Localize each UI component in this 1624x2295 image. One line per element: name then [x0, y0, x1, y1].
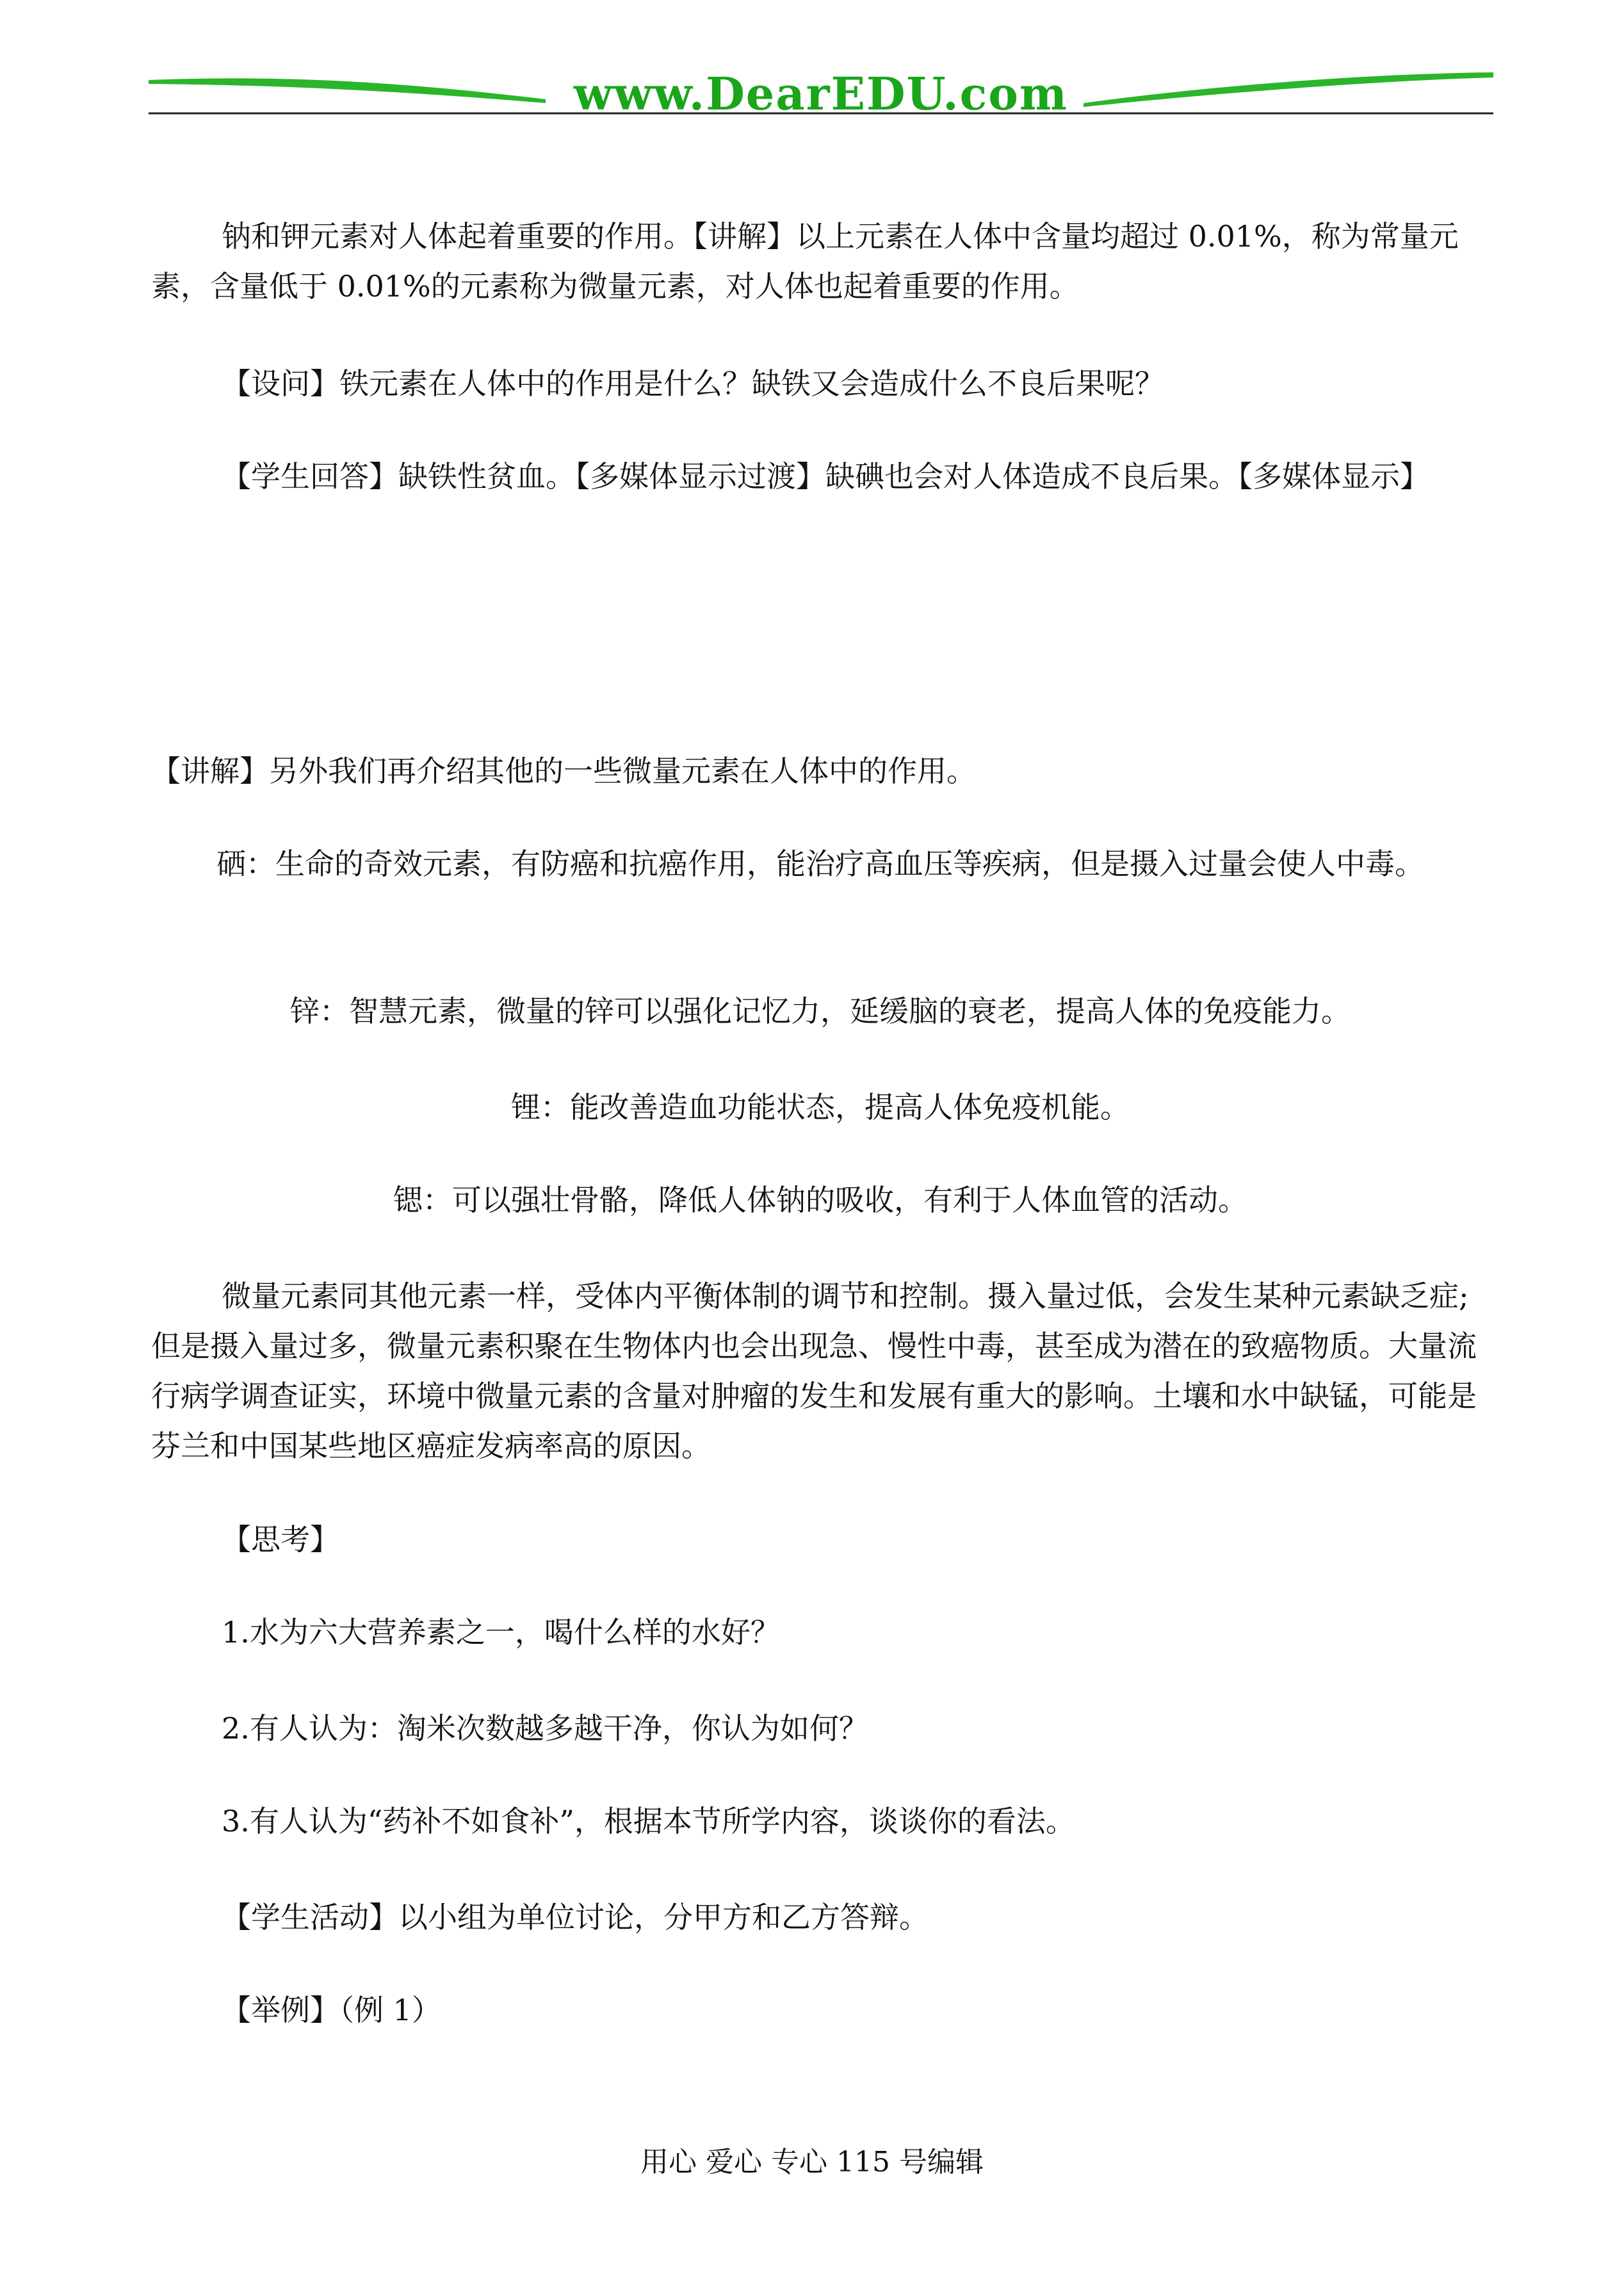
page-header [149, 61, 1493, 125]
question-1: 1.水为六大营养素之一，喝什么样的水好？ [222, 1615, 780, 1650]
paragraph-selenium: 硒：生命的奇效元素，有防癌和抗癌作用，能治疗高血压等疾病，但是摄入过量会使人中毒。 [216, 847, 1424, 881]
paragraph-lithium: 锂：能改善造血功能状态，提高人体免疫机能。 [511, 1090, 1130, 1124]
question-3: 3.有人认为“药补不如食补”，根据本节所学内容，谈谈你的看法。 [222, 1804, 1075, 1838]
site-logo-text: www.DearEDU.com [573, 67, 1068, 120]
heading-think: 【思考】 [222, 1522, 339, 1557]
paragraph-question: 【设问】铁元素在人体中的作用是什么？缺铁又会造成什么不良后果呢？ [222, 366, 1164, 401]
page-footer: 用心 爱心 专心 115 号编辑 [640, 2146, 984, 2178]
paragraph-macro-elements: 钠和钾元素对人体起着重要的作用。【讲解】以上元素在人体中含量均超过 0.01%，称为常量元素，含量低于 0.01%的元素称为微量元素，对人体也起着重要的作用。 [151, 219, 1459, 304]
paragraph-zinc: 锌：智慧元素，微量的锌可以强化记忆力，延缓脑的衰老，提高人体的免疫能力。 [290, 994, 1351, 1028]
paragraph-student-activity: 【学生活动】以小组为单位讨论，分甲方和乙方答辩。 [222, 1900, 929, 1934]
paragraph-strontium: 锶：可以强壮骨骼，降低人体钠的吸收，有利于人体血管的活动。 [393, 1183, 1247, 1217]
paragraph-explain: 【讲解】另外我们再介绍其他的一些微量元素在人体中的作用。 [151, 754, 976, 788]
paragraph-student-answer: 【学生回答】缺铁性贫血。【多媒体显示过渡】缺碘也会对人体造成不良后果。【多媒体显示】 [222, 459, 1429, 494]
paragraph-example: 【举例】（例 1） [222, 1993, 441, 2027]
paragraph-trace-elements: 微量元素同其他元素一样，受体内平衡体制的调节和控制。摄入量过低，会发生某种元素缺乏症; 但是摄入量过多，微量元素积聚在生物体内也会出现急、慢性中毒，甚至成为潜在的致癌物质。大量流行病学调查证实，环境中微量元素的含量对肿瘤的发生和发展有重大的影响。土壤和水中缺锰，可能是芬兰和中国某些地区癌症发病率高的原因。 [151, 1279, 1477, 1463]
question-2: 2.有人认为：淘米次数越多越干净，你认为如何？ [222, 1711, 868, 1746]
